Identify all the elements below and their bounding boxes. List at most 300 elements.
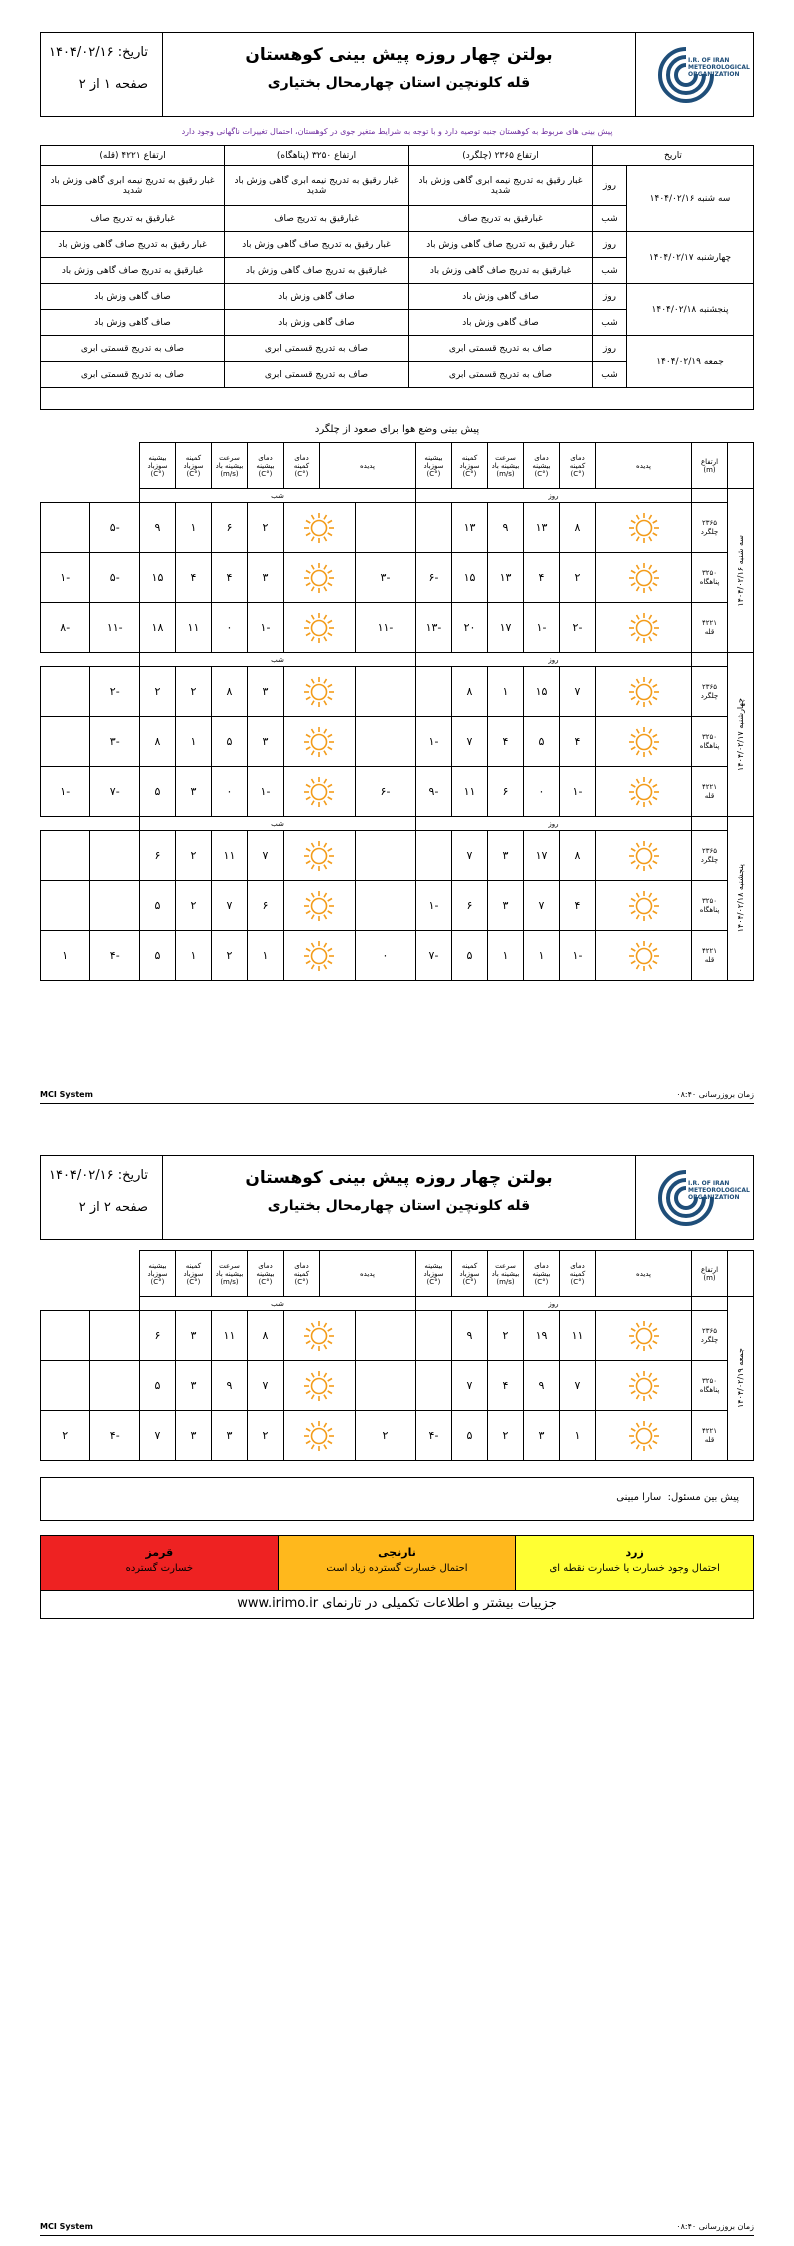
grid-value bbox=[355, 1361, 415, 1411]
legend-yellow-title: زرد bbox=[625, 1546, 644, 1559]
grid-value: ۶ bbox=[211, 503, 247, 553]
weather-cell bbox=[283, 767, 355, 817]
header-date-block bbox=[41, 33, 163, 116]
sunny-icon bbox=[598, 839, 689, 873]
summary-condition: صاف گاهی وزش باد bbox=[41, 310, 225, 336]
sunny-icon bbox=[598, 1319, 689, 1353]
grid-day-text: چهارشنبه ۱۴۰۴/۰۲/۱۷ bbox=[736, 697, 745, 772]
weather-cell bbox=[595, 503, 691, 553]
grid-value: ۵ bbox=[451, 1411, 487, 1461]
sunny-icon bbox=[286, 561, 353, 595]
grid-value: ۵ bbox=[211, 717, 247, 767]
page-one bbox=[40, 32, 754, 981]
grid-value: ۶ bbox=[247, 881, 283, 931]
grid-value: -۶ bbox=[355, 767, 415, 817]
grid-value: ۲ bbox=[487, 1311, 523, 1361]
summary-col-altitude: ارتفاع ۲۳۶۵ (چلگرد) bbox=[409, 146, 593, 166]
summary-condition: غبار رقیق به تدریج صاف گاهی وزش باد bbox=[225, 232, 409, 258]
grid-col-min-windchill: کمینه سوزباد (°C) bbox=[175, 1251, 211, 1297]
grid-altitude bbox=[692, 667, 728, 717]
grid-value: ۶ bbox=[139, 1311, 175, 1361]
forecast-grid bbox=[40, 442, 754, 981]
weather-cell bbox=[595, 603, 691, 653]
bulletin-title: بولتن چهار روزه پیش بینی کوهستان bbox=[245, 1168, 553, 1188]
notice-text: پیش بینی های مربوط به کوهستان جنبه توصیه دارد و با توجه به شرایط متغیر جوی در کوهستان، احتمال تغییرات ناگهانی وجود دارد bbox=[181, 127, 613, 136]
summary-col-date: تاریخ bbox=[592, 146, 753, 166]
footer-system: MCI System bbox=[40, 2222, 93, 2231]
grid-value: ۲ bbox=[211, 931, 247, 981]
weather-cell bbox=[595, 881, 691, 931]
sunny-icon bbox=[598, 511, 689, 545]
grid-value: ۱۱ bbox=[211, 1311, 247, 1361]
grid-value: -۴ bbox=[90, 931, 139, 981]
sunny-icon bbox=[598, 725, 689, 759]
sunny-icon bbox=[598, 1419, 689, 1453]
grid-value: ۱ bbox=[523, 931, 559, 981]
grid-row bbox=[41, 1311, 754, 1361]
grid-value: -۱ bbox=[247, 603, 283, 653]
summary-row bbox=[41, 232, 754, 258]
grid-altitude bbox=[692, 1361, 728, 1411]
altitude-value: ۴۲۲۱ bbox=[701, 782, 718, 791]
summary-condition: صاف گاهی وزش باد bbox=[409, 310, 593, 336]
logo-text: I.R. OF IRAN METEOROLOGICAL ORGANIZATION bbox=[688, 57, 750, 78]
grid-value: ۳ bbox=[247, 667, 283, 717]
weather-cell bbox=[595, 831, 691, 881]
grid-col-min-temp: دمای کمینه (°C) bbox=[283, 443, 319, 489]
sunny-icon bbox=[598, 775, 689, 809]
grid-col-min-temp: دمای کمینه (°C) bbox=[559, 1251, 595, 1297]
grid-value: ۱ bbox=[559, 1411, 595, 1461]
grid-row bbox=[41, 831, 754, 881]
logo-text: I.R. OF IRAN METEOROLOGICAL ORGANIZATION bbox=[688, 1180, 750, 1201]
grid-value bbox=[41, 667, 90, 717]
grid-altitude bbox=[692, 553, 728, 603]
grid-altitude bbox=[692, 881, 728, 931]
summary-condition: صاف به تدریج قسمتی ابری bbox=[225, 362, 409, 388]
grid-value: ۱۱ bbox=[175, 603, 211, 653]
summary-condition: غبارقیق به تدریج صاف bbox=[41, 206, 225, 232]
grid-value: ۷ bbox=[451, 1361, 487, 1411]
grid-caption: پیش بینی وضع هوا برای صعود از چلگرد bbox=[314, 424, 480, 435]
grid-value: ۸ bbox=[211, 667, 247, 717]
grid-value: ۸ bbox=[139, 717, 175, 767]
date-label: تاریخ: bbox=[117, 1168, 148, 1183]
weather-cell bbox=[283, 931, 355, 981]
website-info[interactable]: جزییات بیشتر و اطلاعات تکمیلی در تارنمای www.irimo.ir bbox=[40, 1591, 754, 1619]
grid-value: ۱۵ bbox=[139, 553, 175, 603]
grid-value: ۲ bbox=[139, 667, 175, 717]
bulletin-subtitle: قله کلونچین استان چهارمحال بختیاری bbox=[267, 1198, 531, 1214]
legend-orange-text: احتمال خسارت گسترده زیاد است bbox=[326, 1563, 468, 1574]
grid-value: -۱ bbox=[247, 767, 283, 817]
grid-value: ۲ bbox=[247, 503, 283, 553]
bulletin-subtitle: قله کلونچین استان چهارمحال بختیاری bbox=[267, 75, 531, 91]
grid-value bbox=[41, 1311, 90, 1361]
grid-day-label bbox=[728, 1297, 754, 1461]
altitude-place: چلگرد bbox=[700, 691, 719, 700]
grid-value: ۳ bbox=[175, 1311, 211, 1361]
grid-value bbox=[41, 503, 90, 553]
grid-value: ۲ bbox=[355, 1411, 415, 1461]
summary-row bbox=[41, 166, 754, 206]
spacer bbox=[728, 443, 754, 489]
forecast-grid bbox=[40, 1250, 754, 1461]
grid-value: ۱ bbox=[175, 503, 211, 553]
grid-band-row bbox=[41, 817, 754, 831]
sunny-icon bbox=[286, 775, 353, 809]
grid-col-altitude: ارتفاع (m) bbox=[692, 443, 728, 489]
summary-period: شب bbox=[592, 206, 626, 232]
grid-value: ۲ bbox=[175, 881, 211, 931]
grid-value bbox=[90, 1361, 139, 1411]
grid-col-max-temp: دمای بیشینه (°C) bbox=[523, 443, 559, 489]
grid-value: ۱۷ bbox=[523, 831, 559, 881]
grid-value: ۵ bbox=[139, 1361, 175, 1411]
altitude-value: ۴۲۲۱ bbox=[701, 618, 718, 627]
sunny-icon bbox=[598, 939, 689, 973]
grid-value: ۵ bbox=[139, 767, 175, 817]
grid-value: ۶ bbox=[451, 881, 487, 931]
bulletin-header bbox=[40, 1155, 754, 1240]
grid-value: ۲۰ bbox=[451, 603, 487, 653]
grid-value: ۷ bbox=[559, 667, 595, 717]
grid-value bbox=[415, 1361, 451, 1411]
grid-value: -۳ bbox=[90, 717, 139, 767]
summary-condition: صاف به تدریج قسمتی ابری bbox=[41, 362, 225, 388]
grid-value: -۶ bbox=[415, 553, 451, 603]
sunny-icon bbox=[286, 725, 353, 759]
warning-legend bbox=[40, 1535, 754, 1591]
grid-band-day: روز bbox=[415, 1297, 691, 1311]
grid-row bbox=[41, 553, 754, 603]
footer bbox=[40, 2222, 754, 2236]
grid-band-night: شب bbox=[139, 653, 415, 667]
grid-band-day: روز bbox=[415, 653, 691, 667]
weather-cell bbox=[595, 553, 691, 603]
grid-value: ۱۷ bbox=[487, 603, 523, 653]
summary-condition: غبارقیق به تدریج صاف bbox=[225, 206, 409, 232]
forecaster-box bbox=[40, 1477, 754, 1521]
grid-value: -۳ bbox=[355, 553, 415, 603]
summary-condition: صاف گاهی وزش باد bbox=[409, 284, 593, 310]
summary-period: روز bbox=[592, 232, 626, 258]
sunny-icon bbox=[286, 939, 353, 973]
grid-day-text: جمعه ۱۴۰۴/۰۲/۱۹ bbox=[736, 1348, 745, 1409]
grid-value: ۷ bbox=[247, 1361, 283, 1411]
grid-value: -۱۱ bbox=[90, 603, 139, 653]
grid-value: ۲ bbox=[487, 1411, 523, 1461]
altitude-value: ۳۲۵۰ bbox=[701, 732, 718, 741]
grid-value bbox=[41, 1361, 90, 1411]
grid-value: ۳ bbox=[523, 1411, 559, 1461]
grid-value: ۷ bbox=[559, 1361, 595, 1411]
grid-value: ۱ bbox=[487, 931, 523, 981]
grid-value: ۱ bbox=[487, 667, 523, 717]
legend-orange-title: نارنجی bbox=[378, 1546, 416, 1559]
grid-col-max-windchill: بیشینه سوزباد (°C) bbox=[415, 443, 451, 489]
altitude-place: چلگرد bbox=[700, 527, 719, 536]
grid-value: ۵ bbox=[523, 717, 559, 767]
weather-cell bbox=[283, 717, 355, 767]
summary-period: شب bbox=[592, 258, 626, 284]
grid-value bbox=[355, 881, 415, 931]
altitude-place: چلگرد bbox=[700, 855, 719, 864]
grid-col-min-temp: دمای کمینه (°C) bbox=[559, 443, 595, 489]
grid-value: -۱ bbox=[41, 553, 90, 603]
grid-row bbox=[41, 667, 754, 717]
summary-col-altitude: ارتفاع ۳۲۵۰ (پناهگاه) bbox=[225, 146, 409, 166]
grid-value: ۲ bbox=[175, 831, 211, 881]
grid-band-row bbox=[41, 1297, 754, 1311]
grid-value: ۷ bbox=[523, 881, 559, 931]
grid-col-max-temp: دمای بیشینه (°C) bbox=[523, 1251, 559, 1297]
altitude-place: پناهگاه bbox=[699, 577, 720, 586]
grid-value: -۵ bbox=[90, 553, 139, 603]
organization-logo bbox=[635, 33, 753, 116]
weather-cell bbox=[595, 717, 691, 767]
grid-col-min-windchill: کمینه سوزباد (°C) bbox=[451, 1251, 487, 1297]
grid-value: ۹ bbox=[523, 1361, 559, 1411]
grid-value: ۴ bbox=[487, 1361, 523, 1411]
summary-period: روز bbox=[592, 284, 626, 310]
grid-value: ۳ bbox=[487, 831, 523, 881]
grid-altitude bbox=[692, 1411, 728, 1461]
weather-cell bbox=[595, 1311, 691, 1361]
grid-row bbox=[41, 1361, 754, 1411]
grid-value: ۱۱ bbox=[211, 831, 247, 881]
altitude-place: قله bbox=[704, 627, 715, 636]
grid-band-row bbox=[41, 489, 754, 503]
summary-condition: غبارقیق به تدریج صاف bbox=[409, 206, 593, 232]
grid-value bbox=[415, 503, 451, 553]
altitude-place: پناهگاه bbox=[699, 1385, 720, 1394]
grid-value bbox=[41, 881, 90, 931]
sunny-icon bbox=[598, 889, 689, 923]
grid-altitude bbox=[692, 717, 728, 767]
grid-value: -۱۱ bbox=[355, 603, 415, 653]
page-number: صفحه ۲ از ۲ bbox=[78, 1200, 148, 1215]
grid-value: ۱۳ bbox=[523, 503, 559, 553]
grid-col-wind: سرعت بیشینه باد (m/s) bbox=[487, 443, 523, 489]
forecaster-label: پیش بین مسئول: bbox=[667, 1492, 739, 1503]
grid-value: -۲ bbox=[559, 603, 595, 653]
grid-value: -۷ bbox=[415, 931, 451, 981]
altitude-value: ۴۲۲۱ bbox=[701, 1426, 718, 1435]
altitude-place: پناهگاه bbox=[699, 741, 720, 750]
grid-value bbox=[355, 831, 415, 881]
summary-condition: غبارقیق به تدریج صاف گاهی وزش باد bbox=[409, 258, 593, 284]
grid-value: ۳ bbox=[247, 553, 283, 603]
grid-value: ۳ bbox=[175, 1361, 211, 1411]
grid-value bbox=[415, 831, 451, 881]
summary-period: شب bbox=[592, 362, 626, 388]
grid-value: -۷ bbox=[90, 767, 139, 817]
grid-value: ۵ bbox=[451, 931, 487, 981]
grid-band-night: شب bbox=[139, 489, 415, 503]
grid-row bbox=[41, 931, 754, 981]
grid-row bbox=[41, 767, 754, 817]
grid-value bbox=[415, 667, 451, 717]
grid-col-phenomenon: پدیده bbox=[319, 1251, 415, 1297]
grid-value: ۹ bbox=[451, 1311, 487, 1361]
grid-value: -۱ bbox=[523, 603, 559, 653]
grid-band-night: شب bbox=[139, 1297, 415, 1311]
summary-row bbox=[41, 336, 754, 362]
grid-value: -۱ bbox=[415, 881, 451, 931]
summary-condition: غبار رقیق به تدریج نیمه ابری گاهی وزش باد شدید bbox=[409, 166, 593, 206]
summary-date: سه شنبه ۱۴۰۴/۰۲/۱۶ bbox=[627, 166, 754, 232]
grid-col-max-windchill: بیشینه سوزباد (°C) bbox=[139, 1251, 175, 1297]
grid-value: ۱۳ bbox=[487, 553, 523, 603]
summary-condition: صاف به تدریج قسمتی ابری bbox=[41, 336, 225, 362]
altitude-value: ۴۲۲۱ bbox=[701, 946, 718, 955]
grid-value: -۱ bbox=[415, 717, 451, 767]
footer-update-time: زمان بروزرسانی ۰۸:۴۰ bbox=[676, 1090, 754, 1099]
sunny-icon bbox=[598, 611, 689, 645]
sunny-icon bbox=[598, 561, 689, 595]
grid-value: ۸ bbox=[451, 667, 487, 717]
summary-condition: صاف گاهی وزش باد bbox=[41, 284, 225, 310]
grid-altitude bbox=[692, 503, 728, 553]
summary-row bbox=[41, 284, 754, 310]
grid-day-label bbox=[728, 489, 754, 653]
grid-band-day: روز bbox=[415, 489, 691, 503]
altitude-value: ۲۳۶۵ bbox=[701, 518, 718, 527]
grid-row bbox=[41, 881, 754, 931]
grid-band-blank bbox=[692, 653, 728, 667]
grid-col-max-temp: دمای بیشینه (°C) bbox=[247, 1251, 283, 1297]
legend-orange bbox=[278, 1536, 516, 1590]
altitude-place: قله bbox=[704, 955, 715, 964]
legend-red-title: قرمز bbox=[145, 1546, 174, 1559]
grid-value: ۸ bbox=[559, 503, 595, 553]
grid-value: -۴ bbox=[90, 1411, 139, 1461]
summary-condition: غبار رقیق به تدریج نیمه ابری گاهی وزش باد شدید bbox=[225, 166, 409, 206]
forecaster-name: سارا مبینی bbox=[616, 1492, 662, 1503]
grid-col-altitude: ارتفاع (m) bbox=[692, 1251, 728, 1297]
grid-value bbox=[355, 503, 415, 553]
summary-condition: غبارقیق به تدریج صاف گاهی وزش باد bbox=[225, 258, 409, 284]
summary-date: جمعه ۱۴۰۴/۰۲/۱۹ bbox=[627, 336, 754, 388]
grid-value: ۶ bbox=[139, 831, 175, 881]
grid-value: ۴ bbox=[559, 717, 595, 767]
grid-value: ۱۱ bbox=[559, 1311, 595, 1361]
sunny-icon bbox=[286, 1369, 353, 1403]
weather-cell bbox=[283, 831, 355, 881]
altitude-place: قله bbox=[704, 791, 715, 800]
altitude-value: ۳۲۵۰ bbox=[701, 896, 718, 905]
grid-altitude bbox=[692, 767, 728, 817]
altitude-value: ۲۳۶۵ bbox=[701, 682, 718, 691]
grid-day-text: پنجشنبه ۱۴۰۴/۰۲/۱۸ bbox=[736, 864, 745, 933]
organization-logo bbox=[635, 1156, 753, 1239]
grid-value: -۸ bbox=[41, 603, 90, 653]
grid-value: ۱۸ bbox=[139, 603, 175, 653]
grid-value: -۵ bbox=[90, 503, 139, 553]
grid-value: ۱ bbox=[41, 931, 90, 981]
grid-value: ۹ bbox=[139, 503, 175, 553]
sunny-icon bbox=[598, 675, 689, 709]
sunny-icon bbox=[286, 1419, 353, 1453]
weather-cell bbox=[283, 881, 355, 931]
grid-band-day: روز bbox=[415, 817, 691, 831]
grid-value: ۰ bbox=[211, 603, 247, 653]
grid-band-blank bbox=[692, 1297, 728, 1311]
grid-row bbox=[41, 717, 754, 767]
grid-day-label bbox=[728, 817, 754, 981]
grid-value: ۵ bbox=[139, 931, 175, 981]
grid-row bbox=[41, 1411, 754, 1461]
grid-value: -۱ bbox=[41, 767, 90, 817]
summary-table bbox=[40, 145, 754, 388]
grid-col-max-windchill: بیشینه سوزباد (°C) bbox=[415, 1251, 451, 1297]
grid-value: ۱۹ bbox=[523, 1311, 559, 1361]
weather-cell bbox=[595, 931, 691, 981]
summary-condition: صاف به تدریج قسمتی ابری bbox=[225, 336, 409, 362]
grid-value: ۴ bbox=[175, 553, 211, 603]
grid-value: ۰ bbox=[523, 767, 559, 817]
grid-value bbox=[41, 717, 90, 767]
summary-spacer bbox=[40, 388, 754, 410]
grid-value: ۴ bbox=[487, 717, 523, 767]
grid-value: -۴ bbox=[415, 1411, 451, 1461]
summary-condition: غبار رقیق به تدریج نیمه ابری گاهی وزش باد شدید bbox=[41, 166, 225, 206]
summary-condition: غبارقیق به تدریج صاف گاهی وزش باد bbox=[41, 258, 225, 284]
altitude-value: ۳۲۵۰ bbox=[701, 568, 718, 577]
summary-period: شب bbox=[592, 310, 626, 336]
header-date-block bbox=[41, 1156, 163, 1239]
grid-value: ۳ bbox=[487, 881, 523, 931]
grid-col-phenomenon: پدیده bbox=[595, 443, 691, 489]
grid-value: ۶ bbox=[487, 767, 523, 817]
weather-cell bbox=[283, 667, 355, 717]
date-label: تاریخ: bbox=[117, 45, 148, 60]
grid-value: ۵ bbox=[139, 881, 175, 931]
footer-update-time: زمان بروزرسانی ۰۸:۴۰ bbox=[676, 2222, 754, 2231]
legend-red bbox=[41, 1536, 278, 1590]
bulletin-title: بولتن چهار روزه پیش بینی کوهستان bbox=[245, 45, 553, 65]
grid-col-wind: سرعت بیشینه باد (m/s) bbox=[211, 443, 247, 489]
grid-col-max-temp: دمای بیشینه (°C) bbox=[247, 443, 283, 489]
grid-col-phenomenon: پدیده bbox=[595, 1251, 691, 1297]
date-value: ۱۴۰۴/۰۲/۱۶ bbox=[48, 1168, 114, 1183]
altitude-place: پناهگاه bbox=[699, 905, 720, 914]
grid-altitude bbox=[692, 603, 728, 653]
summary-body bbox=[41, 166, 754, 388]
summary-col-altitude: ارتفاع ۴۲۲۱ (قله) bbox=[41, 146, 225, 166]
altitude-value: ۲۳۶۵ bbox=[701, 846, 718, 855]
grid-col-min-windchill: کمینه سوزباد (°C) bbox=[175, 443, 211, 489]
footer-system: MCI System bbox=[40, 1090, 93, 1099]
grid-value: ۱۱ bbox=[451, 767, 487, 817]
summary-condition: صاف به تدریج قسمتی ابری bbox=[409, 336, 593, 362]
grid-value: ۲ bbox=[559, 553, 595, 603]
grid-value: ۷ bbox=[139, 1411, 175, 1461]
grid-band-night: شب bbox=[139, 817, 415, 831]
grid-value: -۱۳ bbox=[415, 603, 451, 653]
grid-value: -۱ bbox=[559, 931, 595, 981]
grid-value: ۹ bbox=[487, 503, 523, 553]
grid-row bbox=[41, 503, 754, 553]
sunny-icon bbox=[286, 839, 353, 873]
sunny-icon bbox=[286, 675, 353, 709]
grid-day-label bbox=[728, 653, 754, 817]
grid-altitude bbox=[692, 831, 728, 881]
grid-value bbox=[90, 1311, 139, 1361]
grid-value: ۸ bbox=[247, 1311, 283, 1361]
legend-yellow-text: احتمال وجود خسارت یا خسارت نقطه ای bbox=[549, 1563, 720, 1574]
